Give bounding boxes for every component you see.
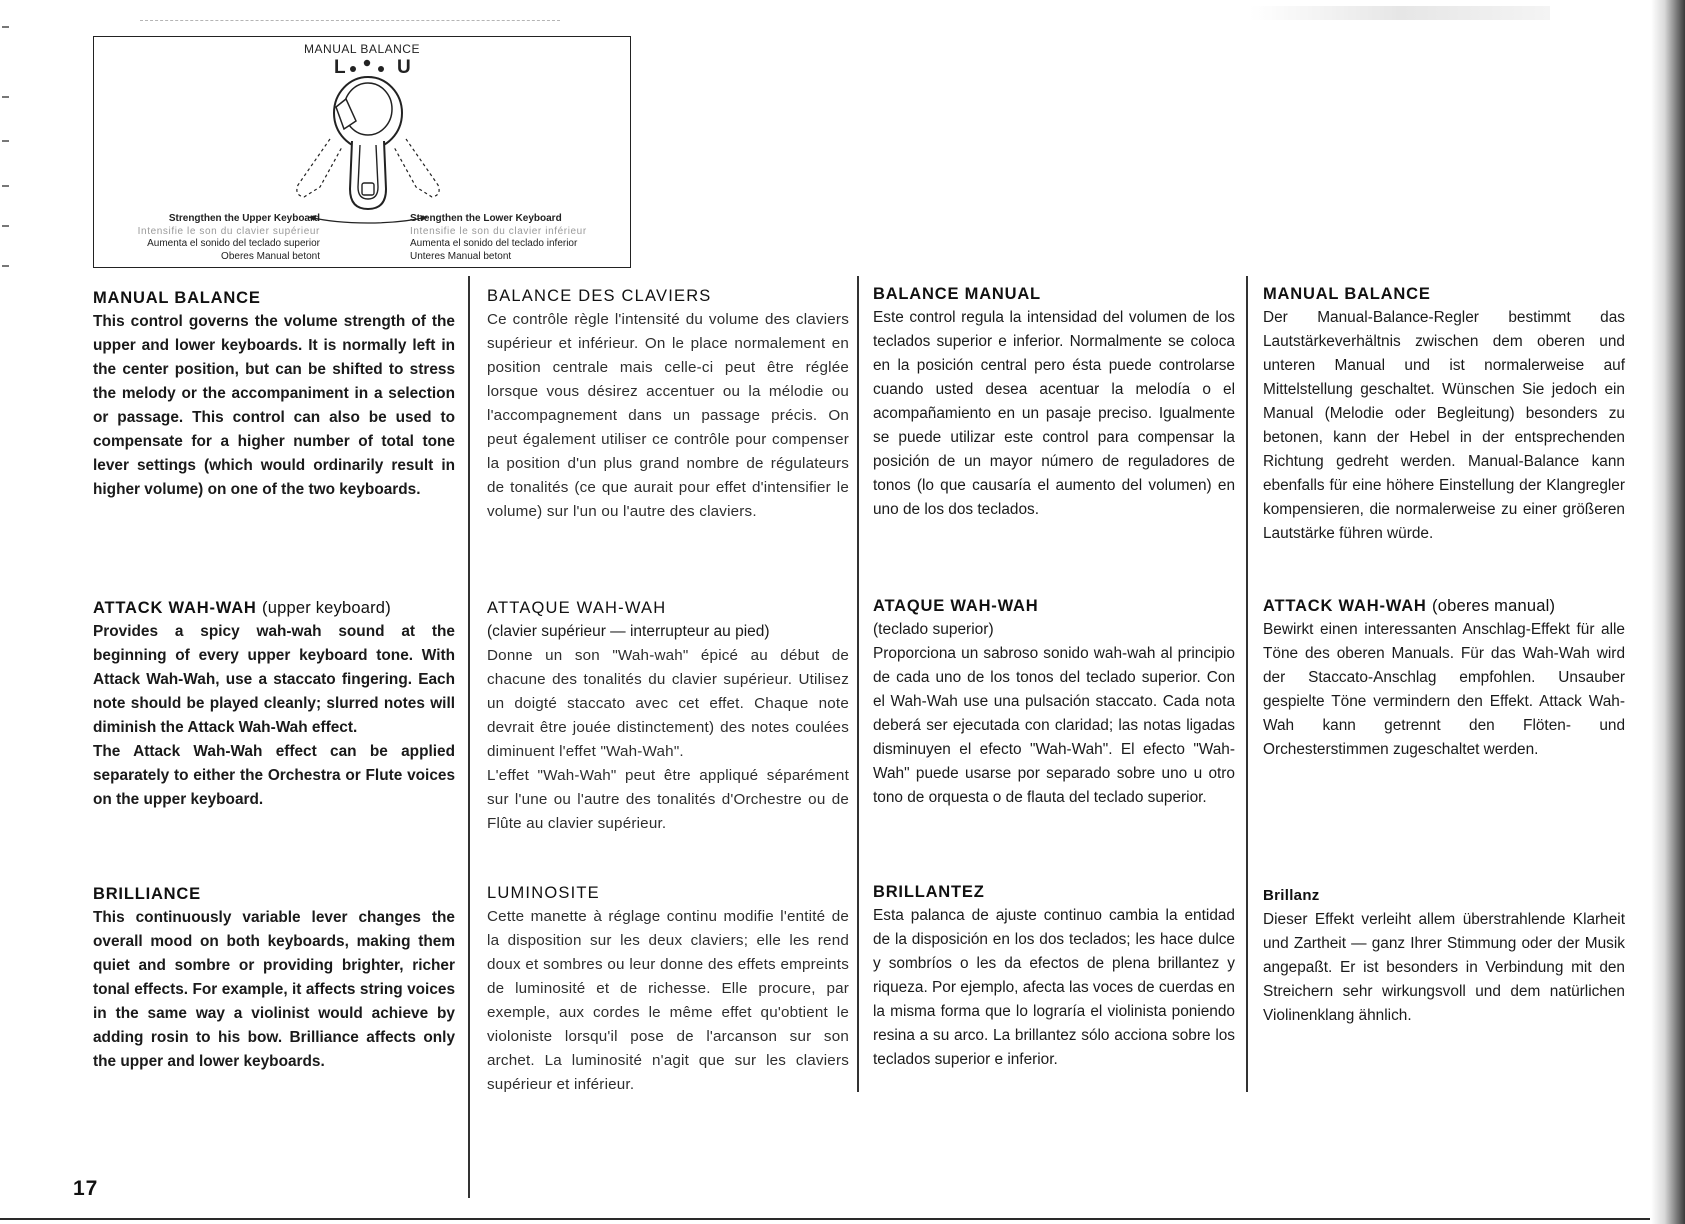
manual-balance-section	[487, 284, 849, 524]
page-number: 17	[73, 1177, 99, 1200]
section-body: Dieser Effekt verleiht allem überstrahlende Klarheit und Zartheit — ganz Ihrer Stimmung oder der Musik angepaßt. Er ist besonders in Verbindung mit den Streichern sehr wirkungsvoll und dem natürlichen Violinenklang ähnlich.	[1263, 911, 1625, 1024]
column-divider	[468, 276, 470, 1198]
section-heading: MANUAL BALANCE	[1263, 285, 1431, 303]
section-heading	[93, 596, 455, 620]
manual-balance-section	[93, 286, 455, 502]
section-subheading: (clavier supérieur — interrupteur au pied)	[487, 623, 770, 640]
section-heading: Brillanz	[1263, 887, 1320, 904]
attack-wah-wah-section	[873, 594, 1235, 810]
page-edge-shadow	[1651, 0, 1685, 1224]
section-heading: BALANCE MANUAL	[873, 285, 1041, 303]
caption-fr: Intensifie le son du clavier supérieur	[137, 225, 320, 237]
heading-text: ATTACK WAH-WAH	[93, 599, 257, 617]
section-heading	[1263, 594, 1625, 618]
margin-mark	[2, 96, 9, 98]
left-letter: L	[334, 57, 346, 78]
attack-wah-wah-section	[487, 596, 849, 836]
section-body: Bewirkt einen interessanten Anschlag-Effekt für alle Töne des oberen Manuals. Für das Wah-Wah wird der Staccato-Anschlag empfohlen. Unsauber gespielte Töne vermindern den Effekt. Attack Wah-Wah kann getrennt den Flöten- und Orchesterstimmen zugeschaltet werden.	[1263, 621, 1625, 758]
brilliance-section	[873, 880, 1235, 1072]
right-letter: U	[397, 57, 411, 78]
diagram-title: MANUAL BALANCE	[304, 42, 420, 56]
brilliance-section	[1263, 884, 1625, 1028]
page-bottom-edge	[0, 1218, 1650, 1220]
margin-mark	[2, 265, 9, 267]
column-divider	[1246, 276, 1248, 1092]
section-body: Cette manette à réglage continu modifie l'entité de la disposition sur les deux claviers; elle les rend doux et sombres ou leur donne des effets empreints de luminosité et de richesse. Elle procure, par exemple, aux cordes le même effet qu'obtient le violoniste lorsqu'il pose de l'arcanson sur son archet. La luminosité n'agit que sur les claviers supérieur et inférieur.	[487, 908, 849, 1093]
section-body: Provides a spicy wah-wah sound at the beginning of every upper keyboard tone. With Attack Wah-Wah, use a staccato fingering. Each note should be played cleanly; slurred notes will diminish the Attack Wah-Wah effect.	[93, 623, 455, 736]
heading-text: ATTACK WAH-WAH	[1263, 597, 1427, 615]
brilliance-section	[487, 881, 849, 1097]
section-heading: BALANCE DES CLAVIERS	[487, 287, 712, 305]
section-subheading: (teclado superior)	[873, 621, 994, 638]
attack-wah-wah-section	[93, 596, 455, 812]
section-heading: LUMINOSITE	[487, 884, 600, 902]
brilliance-section	[93, 882, 455, 1074]
caption-es: Aumenta el sonido del teclado inferior	[410, 238, 578, 249]
upper-keyboard-caption	[80, 213, 320, 263]
lower-keyboard-caption	[410, 213, 630, 263]
section-body-continued: The Attack Wah-Wah effect can be applied separately to either the Orchestra or Flute voices on the upper keyboard.	[93, 743, 455, 808]
margin-mark	[2, 140, 9, 142]
scan-artifact	[1250, 6, 1550, 20]
section-heading: MANUAL BALANCE	[93, 289, 261, 307]
caption-es: Aumenta el sonido del teclado superior	[147, 238, 320, 249]
column-divider	[857, 276, 859, 1092]
margin-mark	[2, 225, 9, 227]
section-heading: ATTAQUE WAH-WAH	[487, 599, 667, 617]
manual-balance-section	[1263, 282, 1625, 546]
section-body: Esta palanca de ajuste continuo cambia la entidad de la disposición en los dos teclados; les hace dulce y sombríos o les da efectos de plena brillantez y riqueza. Por ejemplo, afecta las voces de cuerdas en la misma forma que lo lograría el violinista poniendo resina a su arco. La brillantez sólo acciona sobre los teclados superior e inferior.	[873, 907, 1235, 1068]
section-body-continued: L'effet "Wah-Wah" peut être appliqué séparément sur l'une ou l'autre des tonalités d'Orchestre ou de Flûte au clavier supérieur.	[487, 767, 849, 832]
section-body: Proporciona un sabroso sonido wah-wah al principio de cada uno de los tonos del teclado superior. Con el Wah-Wah use una pulsación staccato. Cada nota deberá ser ejecutada con claridad; las notas ligadas disminuyen el efecto "Wah-Wah". El efecto "Wah-Wah" puede usarse por separado sobre uno u otro tono de orquesta o de flauta del teclado superior.	[873, 645, 1235, 806]
section-body: Ce contrôle règle l'intensité du volume des claviers supérieur et inférieur. On le place normalement en position centrale mais celle-ci peut être réglée lorsque vous désirez accentuer ou la mélodie ou l'accompagnement dans un passage précis. On peut également utiliser ce contrôle pour compenser la position d'un plus grand nombre de régulateurs de tonalités (ce que aurait pour effet d'intensifier le volume) sur l'un ou l'autre des claviers.	[487, 311, 849, 520]
caption-de: Unteres Manual betont	[410, 250, 512, 262]
heading-qualifier: (upper keyboard)	[262, 599, 391, 617]
section-body: This control governs the volume strength of the upper and lower keyboards. It is normally left in the center position, but can be shifted to stress the melody or the accompaniment in a selection or passage. This control can also be used to compensate for a higher number of total tone lever settings (which would ordinarily result in higher volume) on one of the two keyboards.	[93, 313, 455, 498]
caption-en: Strengthen the Upper Keyboard	[168, 213, 320, 224]
section-body: Este control regula la intensidad del volumen de los teclados superior e inferior. Normalmente se coloca en la posición central pero ésta puede controlarse cuando usted desea acentuar la melodía o el acompañamiento en un pasaje preciso. Igualmente se puede utilizar este control para compensar la posición de un mayor número de reguladores de tonos (lo que causaría el aumento del volumen) en uno de los dos teclados.	[873, 309, 1235, 518]
scan-artifact	[140, 20, 560, 23]
section-heading: BRILLANTEZ	[873, 883, 985, 901]
section-heading: BRILLIANCE	[93, 885, 201, 903]
section-body: This continuously variable lever changes the overall mood on both keyboards, making them quiet and sombre or providing brighter, richer tonal effects. For example, it affects string voices in the same way a violinist would achieve by adding rosin to his bow. Brilliance affects only the upper and lower keyboards.	[93, 909, 455, 1070]
manual-balance-diagram	[93, 36, 631, 268]
heading-qualifier: (oberes manual)	[1432, 597, 1556, 615]
caption-fr: Intensifie le son du clavier inférieur	[410, 225, 587, 237]
attack-wah-wah-section	[1263, 594, 1625, 762]
caption-de: Oberes Manual betont	[221, 250, 320, 262]
section-body: Der Manual-Balance-Regler bestimmt das Lautstärkeverhältnis zwischen dem oberen und unteren Manual und ist normalerweise auf Mittelstellung geschaltet. Wünschen Sie jedoch ein Manual (Melodie oder Begleitung) besonders zu betonen, kann der Hebel in der entsprechenden Richtung gedreht werden. Manual-Balance kann ebenfalls für eine höhere Einstellung der Klangregler kompensieren, die normalerweise zu einer größeren Lautstärke führen würde.	[1263, 309, 1625, 542]
caption-en: Strengthen the Lower Keyboard	[410, 213, 562, 224]
section-body: Donne un son "Wah-wah" épicé au début de chacune des tonalités du clavier supérieur. Utilisez un doigté staccato avec cet effet. Chaque note devrait être jouée distinctement) des notes coulées diminuent l'effet "Wah-Wah".	[487, 647, 849, 760]
margin-mark	[2, 185, 9, 187]
manual-balance-section	[873, 282, 1235, 522]
section-heading: ATAQUE WAH-WAH	[873, 597, 1039, 615]
margin-mark	[2, 26, 9, 28]
